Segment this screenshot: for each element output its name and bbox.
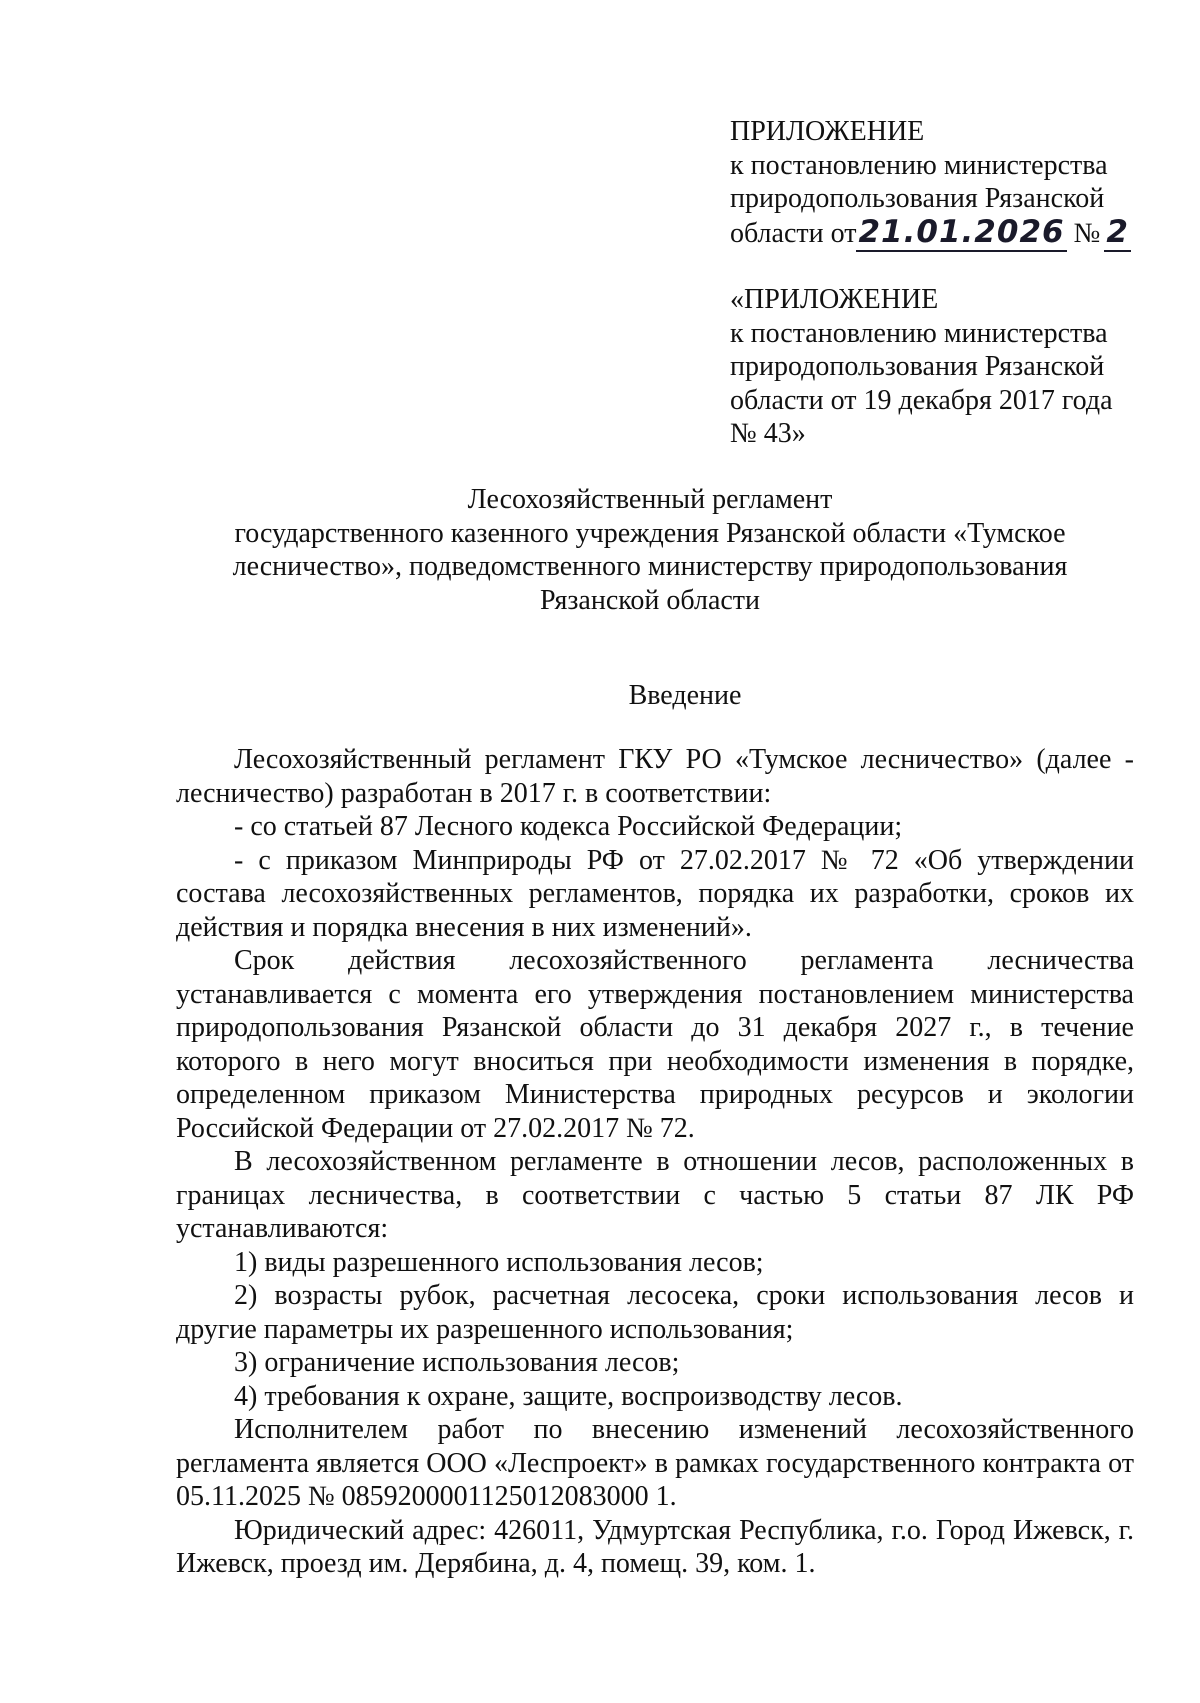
paragraph: - с приказом Минприроды РФ от 27.02.2017 № 72 «Об утверждении состава лесохозяйственных регламентов, порядка их разработки, сроков их действия и порядка внесения в них изменений». bbox=[176, 844, 1134, 943]
appendix-line: к постановлению министерства bbox=[730, 149, 1108, 181]
paragraph: Срок действия лесохозяйственного регламента лесничества устанавливается с момента его утверждения постановлением министерства природопользования Рязанской области до 31 декабря 2027 г., в течение которого в него могут вноситься при необходимости изменения в порядке, определенном приказом Министерства природных ресурсов и экологии Российской Федерации от 27.02.2017 № 72. bbox=[176, 945, 1134, 1144]
appendix-line: природопользования Рязанской bbox=[730, 351, 1105, 382]
section-heading: Введение bbox=[628, 680, 742, 711]
body-text bbox=[176, 743, 1134, 1581]
appendix-header-current bbox=[730, 115, 1170, 250]
title-line: государственного казенного учреждения Рязанской области «Тумское bbox=[234, 517, 1066, 549]
appendix-title: ПРИЛОЖЕНИЕ bbox=[730, 116, 925, 147]
paragraph: Юридический адрес: 426011, Удмуртская Республика, г.о. Город Ижевск, г. Ижевск, проезд им. Дерябина, д. 4, помещ. 39, ком. 1. bbox=[176, 1514, 1134, 1579]
handwritten-date: 21.01.2026 bbox=[858, 213, 1065, 250]
paragraph: В лесохозяйственном регламенте в отношении лесов, расположенных в границах лесничества, в соответствии с частью 5 статьи 87 ЛК РФ устанавливаются: bbox=[176, 1146, 1134, 1244]
document-title bbox=[170, 483, 1130, 617]
paragraph: - со статьей 87 Лесного кодекса Российской Федерации; bbox=[234, 811, 903, 842]
paragraph: 4) требования к охране, защите, воспроизводству лесов. bbox=[234, 1380, 903, 1412]
appendix-line: природопользования Рязанской bbox=[730, 183, 1105, 214]
appendix-date-line bbox=[730, 213, 1170, 251]
paragraph: 2) возрасты рубок, расчетная лесосека, сроки использования лесов и другие параметры их разрешенного использования; bbox=[176, 1280, 1134, 1345]
appendix-line: области от 19 декабря 2017 года bbox=[730, 384, 1113, 416]
paragraph: Лесохозяйственный регламент ГКУ РО «Тумское лесничество» (далее - лесничество) разработан в 2017 г. в соответствии: bbox=[176, 744, 1134, 809]
title-line: Лесохозяйственный регламент bbox=[467, 484, 833, 515]
paragraph: 1) виды разрешенного использования лесов; bbox=[234, 1246, 764, 1278]
handwritten-number: 2 bbox=[1106, 213, 1129, 250]
appendix-header-original bbox=[730, 283, 1170, 451]
paragraph: 3) ограничение использования лесов; bbox=[234, 1347, 680, 1378]
appendix-title: «ПРИЛОЖЕНИЕ bbox=[730, 284, 939, 315]
paragraph: Исполнителем работ по внесению изменений лесохозяйственного регламента является ООО «Леспроект» в рамках государственного контракта от 05.11.2025 № 0859200001125012083000 1. bbox=[176, 1414, 1134, 1512]
appendix-line: № 43» bbox=[730, 418, 806, 449]
appendix-line: к постановлению министерства bbox=[730, 317, 1108, 349]
appendix-date-prefix: области от bbox=[730, 217, 857, 249]
number-sign: № bbox=[1073, 217, 1101, 249]
title-line: лесничество», подведомственного министерству природопользования bbox=[232, 551, 1068, 582]
title-line: Рязанской области bbox=[539, 584, 761, 616]
